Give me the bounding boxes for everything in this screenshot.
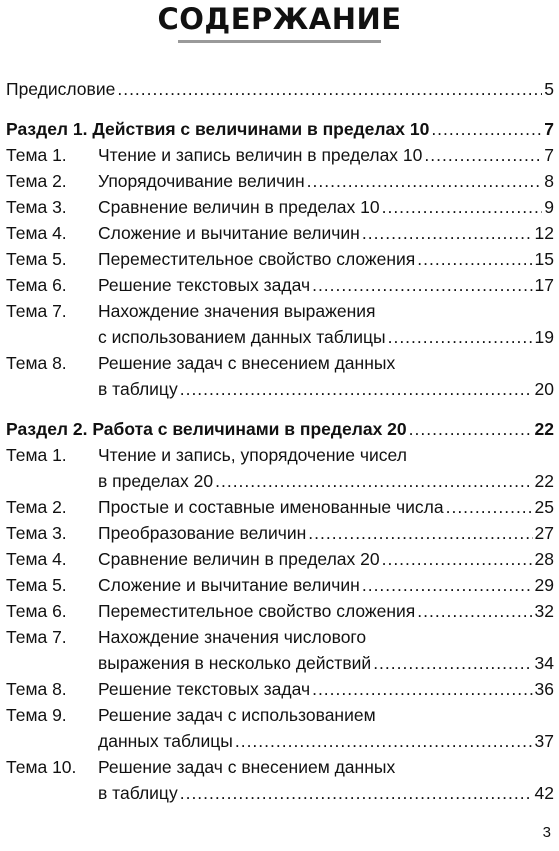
toc-line (6, 76, 554, 102)
topic-title: Решение задач с использованием (98, 705, 376, 725)
toc-line (6, 442, 554, 468)
topic-title: Нахождение значения числового (98, 627, 367, 647)
toc-line (6, 324, 554, 350)
toc-topic-line (6, 324, 554, 350)
topic-title: Решение текстовых задач (98, 679, 311, 699)
toc-topic-line (6, 520, 554, 546)
topic-title: Нахождение значения выражения (98, 301, 376, 321)
topic-label: Тема 6. (6, 601, 67, 621)
section-heading (6, 416, 554, 442)
topic-page: 42 (534, 783, 554, 803)
topic-page: 34 (534, 653, 554, 673)
toc-topic-line (6, 624, 554, 650)
toc-topic-line (6, 676, 554, 702)
toc-line (6, 116, 554, 142)
topic-page: 19 (534, 327, 554, 347)
toc-topic-line (6, 572, 554, 598)
entry-page: 22 (534, 419, 554, 439)
toc-topic-line (6, 442, 554, 468)
topic-page: 32 (534, 601, 554, 621)
dot-leader (388, 324, 533, 350)
dot-leader (362, 572, 533, 598)
toc-line (6, 246, 554, 272)
topic-title: Сравнение величин в пределах 20 (98, 549, 380, 569)
topic-title: в таблицу (98, 783, 178, 803)
toc-line (6, 728, 554, 754)
topic-label: Тема 7. (6, 301, 67, 321)
dot-leader (417, 598, 532, 624)
topic-title: Простые и составные именованные числа (98, 497, 444, 517)
topic-page: 25 (534, 497, 554, 517)
toc-topic-line (6, 546, 554, 572)
topic-title: Преобразование величин (98, 523, 307, 543)
topic-page: 20 (534, 379, 554, 399)
toc-line (6, 650, 554, 676)
topic-page: 29 (534, 575, 554, 595)
section-heading (6, 116, 554, 142)
topic-title: Решение задач с внесением данных (98, 353, 396, 373)
toc-topic-line (6, 376, 554, 402)
topic-title: Чтение и запись, упорядочение чисел (98, 445, 407, 465)
dot-leader (431, 116, 542, 142)
topic-title: данных таблицы (98, 731, 233, 751)
topic-page: 9 (544, 197, 554, 217)
toc-line (6, 376, 554, 402)
page-number: 3 (542, 824, 551, 841)
toc-topic-line (6, 350, 554, 376)
toc-topic-line (6, 246, 554, 272)
topic-title: Упорядочивание величин (98, 171, 305, 191)
topic-label: Тема 2. (6, 171, 67, 191)
toc-topic-line (6, 754, 554, 780)
dot-leader (180, 780, 533, 806)
topic-page: 36 (534, 679, 554, 699)
topic-label: Тема 1. (6, 145, 67, 165)
entry-page: 7 (544, 119, 554, 139)
toc-line (6, 624, 554, 650)
dot-leader (117, 76, 542, 102)
topic-title: Решение задач с внесением данных (98, 757, 396, 777)
dot-leader (382, 546, 533, 572)
table-of-contents (6, 76, 554, 806)
topic-title: выражения в несколько действий (98, 653, 372, 673)
toc-line (6, 598, 554, 624)
topic-label: Тема 5. (6, 249, 67, 269)
toc-line (6, 572, 554, 598)
toc-line (6, 702, 554, 728)
topic-label: Тема 1. (6, 445, 67, 465)
topic-page: 27 (534, 523, 554, 543)
dot-leader (409, 416, 533, 442)
toc-line (6, 676, 554, 702)
topic-page: 8 (544, 171, 554, 191)
topic-title: Переместительное свойство сложения (98, 601, 416, 621)
topic-page: 7 (544, 145, 554, 165)
topic-label: Тема 7. (6, 627, 67, 647)
topic-label: Тема 9. (6, 705, 67, 725)
toc-line (6, 468, 554, 494)
topic-title: Сложение и вычитание величин (98, 575, 360, 595)
topic-page: 17 (534, 275, 554, 295)
toc-entry (6, 76, 554, 102)
dot-leader (312, 272, 532, 298)
topic-page: 15 (534, 249, 554, 269)
topic-title: Сравнение величин в пределах 10 (98, 197, 380, 217)
toc-topic-line (6, 298, 554, 324)
topic-title: в пределах 20 (98, 471, 214, 491)
toc-topic-line (6, 220, 554, 246)
entry-title: Раздел 1. Действия с величинами в пределах 10 (6, 119, 430, 139)
dot-leader (382, 194, 543, 220)
topic-label: Тема 4. (6, 223, 67, 243)
dot-leader (446, 494, 533, 520)
toc-line (6, 194, 554, 220)
toc-topic-line (6, 168, 554, 194)
dot-leader (180, 376, 533, 402)
topic-page: 37 (534, 731, 554, 751)
toc-line (6, 272, 554, 298)
topic-label: Тема 3. (6, 523, 67, 543)
dot-leader (215, 468, 532, 494)
toc-topic-line (6, 650, 554, 676)
toc-topic-line (6, 194, 554, 220)
toc-topic-line (6, 702, 554, 728)
dot-leader (235, 728, 533, 754)
dot-leader (424, 142, 542, 168)
toc-line (6, 416, 554, 442)
toc-topic-line (6, 142, 554, 168)
topic-title: Решение текстовых задач (98, 275, 311, 295)
toc-line (6, 350, 554, 376)
dot-leader (307, 168, 543, 194)
topic-label: Тема 10. (6, 757, 77, 777)
toc-line (6, 298, 554, 324)
entry-title: Раздел 2. Работа с величинами в пределах 20 (6, 419, 407, 439)
topic-label: Тема 5. (6, 575, 67, 595)
toc-topic-line (6, 598, 554, 624)
topic-title: Чтение и запись величин в пределах 10 (98, 145, 423, 165)
toc-line (6, 546, 554, 572)
toc-topic-line (6, 780, 554, 806)
topic-page: 28 (534, 549, 554, 569)
dot-leader (417, 246, 532, 272)
toc-line (6, 494, 554, 520)
toc-line (6, 142, 554, 168)
toc-line (6, 168, 554, 194)
toc-topic-line (6, 728, 554, 754)
toc-topic-line (6, 494, 554, 520)
topic-label: Тема 4. (6, 549, 67, 569)
dot-leader (373, 650, 532, 676)
topic-label: Тема 3. (6, 197, 67, 217)
topic-label: Тема 6. (6, 275, 67, 295)
entry-title: Предисловие (6, 79, 116, 99)
toc-line (6, 780, 554, 806)
topic-title: Сложение и вычитание величин (98, 223, 360, 243)
dot-leader (312, 676, 532, 702)
entry-page: 5 (544, 79, 554, 99)
topic-title: Переместительное свойство сложения (98, 249, 416, 269)
topic-label: Тема 2. (6, 497, 67, 517)
toc-line (6, 520, 554, 546)
topic-label: Тема 8. (6, 353, 67, 373)
topic-title: в таблицу (98, 379, 178, 399)
topic-label: Тема 8. (6, 679, 67, 699)
topic-page: 22 (534, 471, 554, 491)
toc-line (6, 754, 554, 780)
dot-leader (362, 220, 533, 246)
page-title: СОДЕРЖАНИЕ (157, 2, 402, 36)
toc-line (6, 220, 554, 246)
dot-leader (308, 520, 532, 546)
topic-page: 12 (534, 223, 554, 243)
topic-title: с использованием данных таблицы (98, 327, 386, 347)
title-underline (178, 40, 381, 43)
toc-topic-line (6, 468, 554, 494)
toc-topic-line (6, 272, 554, 298)
